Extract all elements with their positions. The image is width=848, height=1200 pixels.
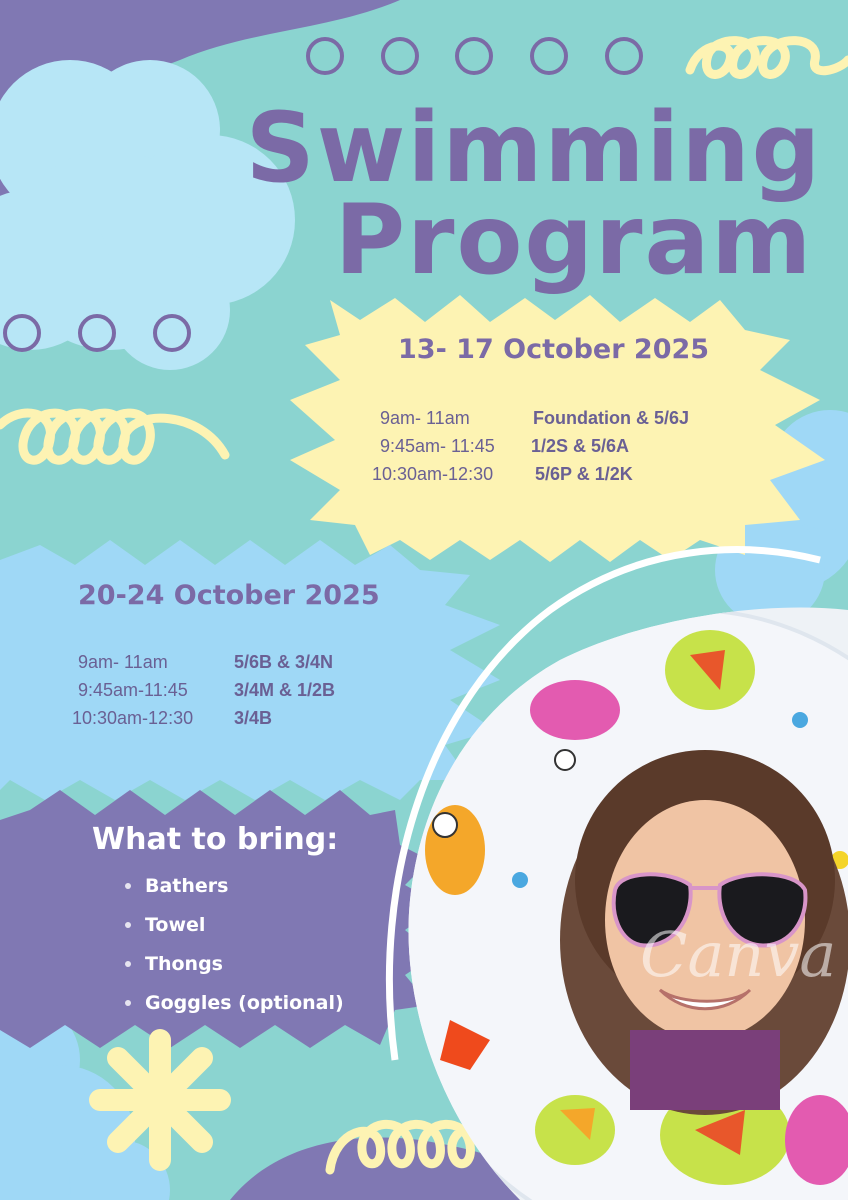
session-groups: 1/2S & 5/6A [531, 436, 630, 456]
session-groups: 3/4B [234, 708, 273, 728]
title-line-1: Swimming [245, 92, 823, 204]
session-groups: 5/6B & 3/4N [234, 652, 334, 672]
list-item: Towel [125, 911, 344, 950]
session-groups: 5/6P & 1/2K [535, 464, 633, 484]
bring-list [125, 872, 344, 1028]
title-line-2: Program [334, 184, 814, 296]
bring-title: What to bring: [92, 822, 339, 857]
photo-watermark: Canva [640, 918, 837, 991]
session-time: 10:30am-12:30 [72, 708, 194, 728]
week2-heading: 20-24 October 2025 [78, 580, 380, 611]
session-time: 10:30am-12:30 [372, 464, 494, 484]
session-time: 9am- 11am [78, 652, 168, 672]
week1-heading: 13- 17 October 2025 [398, 334, 710, 365]
session-time: 9:45am- 11:45 [380, 436, 495, 456]
list-item: Bathers [125, 872, 344, 911]
session-time: 9am- 11am [380, 408, 470, 428]
list-item: Goggles (optional) [125, 989, 344, 1028]
session-time: 9:45am-11:45 [78, 680, 188, 700]
session-groups: 3/4M & 1/2B [234, 680, 336, 700]
list-item: Thongs [125, 950, 344, 989]
session-groups: Foundation & 5/6J [533, 408, 690, 428]
